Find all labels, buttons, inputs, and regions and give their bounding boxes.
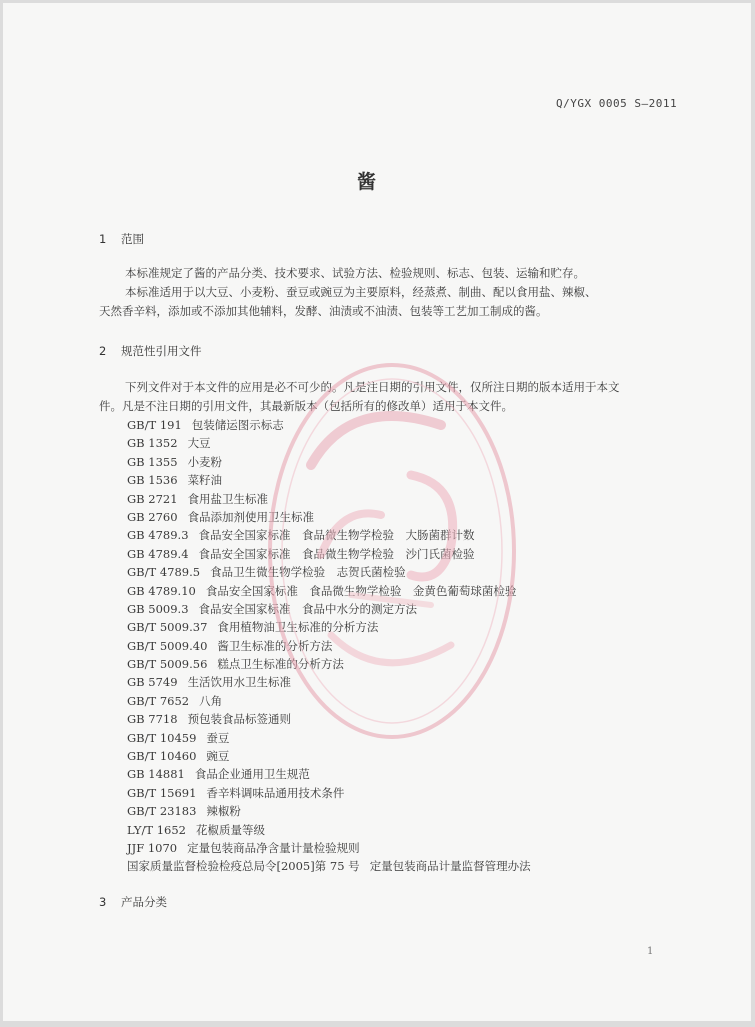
section-heading-product-classification <box>99 894 167 910</box>
section-title: 规范性引用文件 <box>121 344 202 358</box>
reference-code: GB 1352 <box>127 436 178 451</box>
reference-title: 食品安全国家标准 食品微生物学检验 沙门氏菌检验 <box>198 546 475 561</box>
reference-title: 食品安全国家标准 食品中水分的测定方法 <box>198 601 418 616</box>
reference-code: GB 4789.10 <box>127 583 196 598</box>
reference-title: 预包装食品标签通则 <box>187 712 292 727</box>
reference-item <box>127 490 531 508</box>
section-title: 产品分类 <box>121 895 167 909</box>
paragraph-line: 天然香辛料，添加或不添加其他辅料，发酵、油渍或不油渍、包装等工艺加工制成的酱。 <box>99 304 548 318</box>
reference-title: 食用植物油卫生标准的分析方法 <box>217 620 379 635</box>
reference-item <box>127 526 531 544</box>
section-title: 范围 <box>121 232 144 246</box>
reference-code: GB/T 10459 <box>127 730 197 745</box>
reference-title: 菜籽油 <box>187 473 223 488</box>
reference-code: GB/T 5009.40 <box>127 638 208 653</box>
paragraph-line: 件。凡是不注日期的引用文件，其最新版本（包括所有的修改单）适用于本文件。 <box>99 399 513 413</box>
reference-item <box>127 839 531 857</box>
reference-item <box>127 747 531 765</box>
reference-item <box>127 637 531 655</box>
reference-code: GB/T 23183 <box>127 804 197 819</box>
reference-title: 蚕豆 <box>206 730 230 745</box>
paragraph-line: 本标准规定了酱的产品分类、技术要求、试验方法、检验规则、标志、包装、运输和贮存。 <box>125 266 585 280</box>
reference-list <box>127 416 531 876</box>
section-number: 3 <box>99 895 107 909</box>
paragraph-line: 本标准适用于以大豆、小麦粉、蚕豆或豌豆为主要原料，经蒸煮、制曲、配以食用盐、辣椒、 <box>125 285 597 299</box>
reference-code: GB 4789.4 <box>127 546 189 561</box>
reference-item <box>127 655 531 673</box>
reference-code: GB 5749 <box>127 675 178 690</box>
reference-title: 豌豆 <box>206 749 230 764</box>
reference-item <box>127 545 531 563</box>
reference-item <box>127 821 531 839</box>
reference-title: 包装储运图示标志 <box>191 418 284 432</box>
reference-item <box>127 802 531 820</box>
reference-item <box>127 618 531 636</box>
reference-title: 酱卫生标准的分析方法 <box>217 638 333 653</box>
references-intro-paragraph <box>99 378 659 416</box>
reference-code: GB/T 5009.37 <box>127 620 208 635</box>
reference-code: LY/T 1652 <box>127 822 186 837</box>
reference-title: 食品卫生微生物学检验 志贺氏菌检验 <box>210 565 406 580</box>
reference-title: 定量包装商品计量监督管理办法 <box>369 859 531 874</box>
reference-item <box>127 600 531 618</box>
reference-item <box>127 508 531 526</box>
reference-item <box>127 563 531 581</box>
reference-title: 食品企业通用卫生规范 <box>194 767 310 782</box>
reference-code: GB/T 10460 <box>127 749 197 764</box>
reference-code: GB 5009.3 <box>127 601 189 616</box>
reference-title: 大豆 <box>187 436 211 451</box>
standard-code: Q/YGX 0005 S—2011 <box>556 97 678 110</box>
reference-item <box>127 710 531 728</box>
reference-item <box>127 692 531 710</box>
reference-title: 八角 <box>199 693 223 708</box>
section-heading-normative-references <box>99 343 202 359</box>
reference-item <box>127 434 531 452</box>
reference-item <box>127 729 531 747</box>
document-title: 酱 <box>357 171 377 193</box>
reference-item <box>127 673 531 691</box>
reference-title: 定量包装商品净含量计量检验规则 <box>187 840 360 855</box>
reference-item <box>127 765 531 783</box>
reference-title: 食品安全国家标准 食品微生物学检验 金黄色葡萄球菌检验 <box>205 583 517 598</box>
reference-code: GB/T 4789.5 <box>127 565 201 580</box>
reference-title: 糕点卫生标准的分析方法 <box>217 657 344 672</box>
reference-title: 食品添加剂使用卫生标准 <box>187 509 315 524</box>
reference-item <box>127 582 531 600</box>
reference-code: GB 2721 <box>127 491 178 506</box>
reference-code: GB 4789.3 <box>127 528 189 543</box>
section-number: 1 <box>99 232 107 246</box>
section-number: 2 <box>99 344 107 358</box>
reference-code: GB/T 15691 <box>127 785 197 800</box>
reference-item <box>127 453 531 471</box>
reference-title: 食品安全国家标准 食品微生物学检验 大肠菌群计数 <box>198 528 475 543</box>
reference-item <box>127 416 531 434</box>
reference-title: 生活饮用水卫生标准 <box>187 675 292 690</box>
reference-item <box>127 471 531 489</box>
reference-item <box>127 784 531 802</box>
reference-code: 国家质量监督检验检疫总局令[2005]第 75 号 <box>127 859 360 874</box>
reference-code: GB 1355 <box>127 454 178 469</box>
reference-title: 香辛料调味品通用技术条件 <box>206 785 345 800</box>
document-page <box>3 3 751 1021</box>
reference-code: JJF 1070 <box>127 840 178 855</box>
reference-code: GB/T 191 <box>127 418 182 432</box>
reference-code: GB 2760 <box>127 509 178 524</box>
section-heading-scope <box>99 231 144 247</box>
reference-code: GB 7718 <box>127 712 178 727</box>
paragraph-line: 下列文件对于本文件的应用是必不可少的。凡是注日期的引用文件，仅所注日期的版本适用于本文 <box>125 380 620 394</box>
reference-code: GB 1536 <box>127 473 178 488</box>
reference-code: GB/T 5009.56 <box>127 657 208 672</box>
reference-code: GB 14881 <box>127 767 185 782</box>
reference-code: GB/T 7652 <box>127 693 190 708</box>
reference-item <box>127 857 531 875</box>
reference-title: 食用盐卫生标准 <box>187 491 269 506</box>
page-number: 1 <box>647 946 654 957</box>
scope-paragraph <box>99 264 659 321</box>
reference-title: 小麦粉 <box>187 454 223 469</box>
reference-title: 花椒质量等级 <box>195 822 265 837</box>
reference-title: 辣椒粉 <box>206 804 241 819</box>
